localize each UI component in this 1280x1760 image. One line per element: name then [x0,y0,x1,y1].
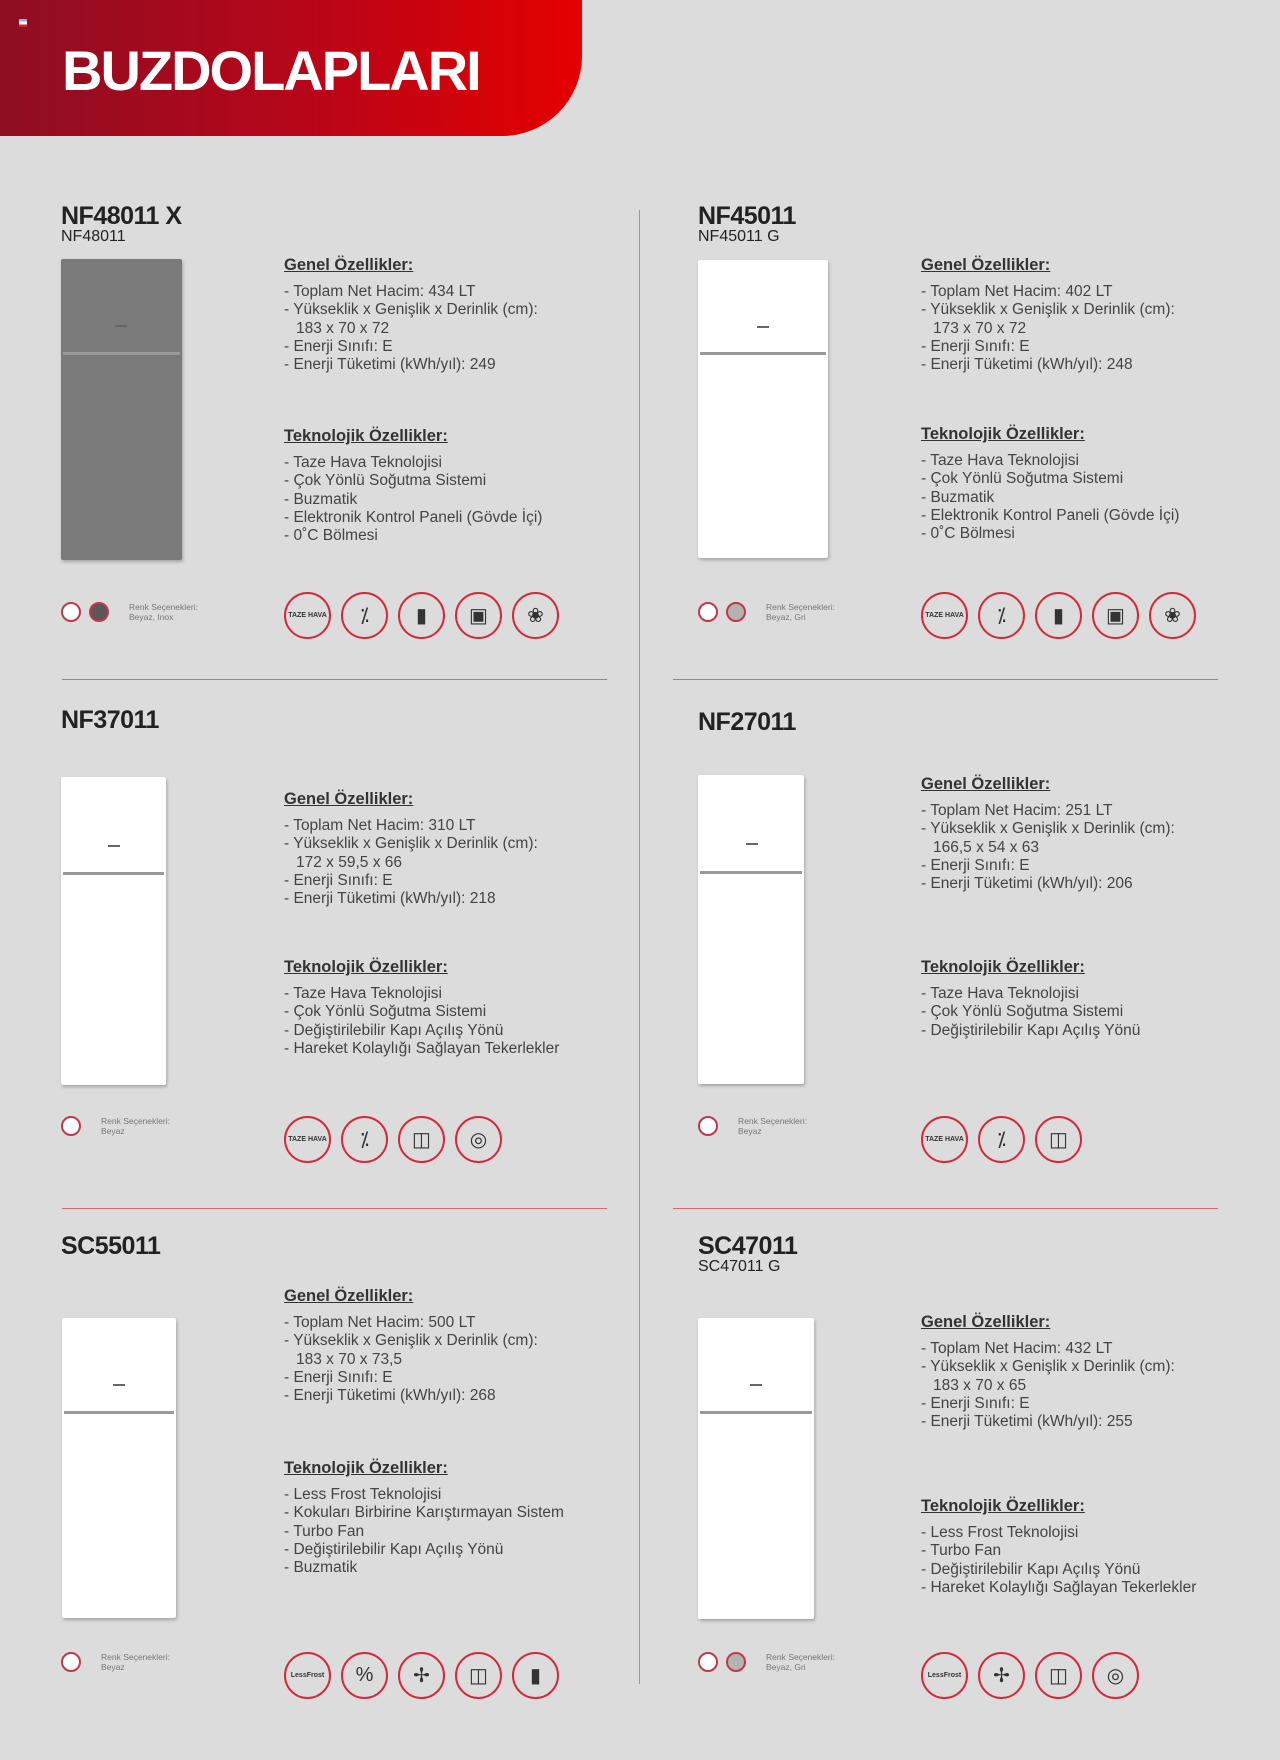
feature-icons [284,1116,502,1163]
general-features-heading: Genel Özellikler: [921,1313,1051,1331]
general-features-list [284,1314,538,1405]
spec-item: - Buzmatik [921,488,995,506]
tech-features-heading: Teknolojik Özellikler: [921,1497,1085,1515]
icematic-icon: ▮ [1035,592,1082,639]
feature-icons [921,1116,1082,1163]
product-card [61,706,621,1186]
less-frost-icon: LessFrost [921,1652,968,1699]
spec-item: - Turbo Fan [284,1522,365,1540]
spec-item: - Taze Hava Teknolojisi [284,985,442,1002]
icematic-icon: ▮ [398,592,445,639]
fridge-image [698,1318,814,1619]
feature-icons [921,592,1196,639]
spec-item: - Less Frost Teknolojisi [921,1524,1079,1541]
spec-item: - Değiştirilebilir Kapı Açılış Yönü [284,1021,504,1039]
tech-features-heading: Teknolojik Özellikler: [284,1459,448,1477]
zero-degree-compartment-icon: ❀ [512,592,559,639]
spec-item: - Değiştirilebilir Kapı Açılış Yönü [921,1560,1141,1578]
color-options-label: Renk Seçenekleri: [101,1116,170,1126]
general-features-list [921,283,1175,374]
color-names: Beyaz, Inox [129,612,174,622]
product-card [698,708,1258,1188]
product-variant: NF48011 [61,228,126,245]
product-card [61,1232,621,1712]
spec-item: - Elektronik Kontrol Paneli (Gövde İçi) [284,508,543,526]
feature-icons [284,1652,559,1699]
general-features-list [284,283,538,374]
general-features-list [921,1340,1175,1431]
general-features-list [921,802,1175,893]
color-swatch[interactable] [726,1652,746,1672]
spec-item: - Toplam Net Hacim: 251 LT [921,802,1113,819]
spec-item: - Buzmatik [284,1559,358,1577]
color-options [61,1652,170,1672]
spec-item: - Enerji Sınıfı: E [284,337,393,355]
spec-item: - Enerji Tüketimi (kWh/yıl): 249 [284,356,496,374]
row-divider [673,1208,1218,1209]
fridge-image [62,1318,176,1618]
spec-item: 183 x 70 x 65 [933,1376,1027,1394]
color-options-label: Renk Seçenekleri: [101,1652,170,1662]
color-names: Beyaz, Gri [766,612,806,622]
spec-item: - Hareket Kolaylığı Sağlayan Tekerlekler [921,1578,1197,1596]
spec-item: 183 x 70 x 72 [296,319,390,337]
multi-airflow-icon: ⁒ [978,1116,1025,1163]
taze-hava-icon: TAZE HAVA [284,592,331,639]
product-card [61,202,621,682]
odor-separation-icon: % [341,1652,388,1699]
spec-item: - Çok Yönlü Soğutma Sistemi [921,1003,1124,1021]
spec-item: - Toplam Net Hacim: 310 LT [284,817,476,834]
spec-item: - Less Frost Teknolojisi [284,1486,442,1503]
spec-item: - Yükseklik x Genişlik x Derinlik (cm): [284,1332,538,1350]
spec-item: 166,5 x 54 x 63 [933,838,1039,856]
reversible-door-icon: ◫ [1035,1116,1082,1163]
tech-features-heading: Teknolojik Özellikler: [921,425,1085,443]
spec-item: - Yükseklik x Genişlik x Derinlik (cm): [921,301,1175,319]
spec-item: - Enerji Sınıfı: E [921,337,1030,355]
fridge-image [61,777,166,1085]
feature-icons [284,592,559,639]
general-features-heading: Genel Özellikler: [284,1287,414,1305]
spec-item: - Enerji Tüketimi (kWh/yıl): 255 [921,1413,1133,1431]
product-model: SC47011 [698,1232,798,1260]
reversible-door-icon: ◫ [455,1652,502,1699]
spec-item: - Yükseklik x Genişlik x Derinlik (cm): [284,835,538,853]
color-options-label: Renk Seçenekleri: [738,1116,807,1126]
general-features-heading: Genel Özellikler: [284,256,414,274]
tech-features-list [921,1524,1196,1597]
spec-item: - Kokuları Birbirine Karıştırmayan Sistem [284,1504,564,1522]
spec-item: - Değiştirilebilir Kapı Açılış Yönü [284,1540,504,1558]
spec-item: - Yükseklik x Genişlik x Derinlik (cm): [921,820,1175,838]
spec-item: - Toplam Net Hacim: 434 LT [284,283,476,300]
color-options-label: Renk Seçenekleri: [766,1652,835,1662]
color-swatch[interactable] [61,602,81,622]
spec-item: - Taze Hava Teknolojisi [921,985,1079,1002]
spec-item: - Enerji Tüketimi (kWh/yıl): 248 [921,356,1133,374]
spec-item: - Değiştirilebilir Kapı Açılış Yönü [921,1021,1141,1039]
color-swatch[interactable] [726,602,746,622]
product-variant: NF45011 G [698,228,780,245]
tech-features-list [921,985,1140,1040]
color-swatch[interactable] [698,602,718,622]
color-names: Beyaz [738,1126,762,1136]
taze-hava-icon: TAZE HAVA [921,592,968,639]
spec-item: - Çok Yönlü Soğutma Sistemi [284,472,487,490]
tech-features-heading: Teknolojik Özellikler: [284,958,448,976]
spec-item: - Toplam Net Hacim: 500 LT [284,1314,476,1331]
flag-icon [19,19,27,27]
spec-item: - Enerji Sınıfı: E [921,856,1030,874]
color-options [698,1116,807,1136]
zero-degree-compartment-icon: ❀ [1149,592,1196,639]
fridge-image [698,260,828,558]
spec-item: - Taze Hava Teknolojisi [921,452,1079,469]
spec-item: - Çok Yönlü Soğutma Sistemi [284,1003,487,1021]
spec-item: - Enerji Tüketimi (kWh/yıl): 206 [921,875,1133,893]
tech-features-heading: Teknolojik Özellikler: [284,427,448,445]
tech-features-list [921,452,1179,543]
color-names: Beyaz, Gri [766,1662,806,1672]
turbo-fan-icon: ✢ [978,1652,1025,1699]
taze-hava-icon: TAZE HAVA [284,1116,331,1163]
color-options-label: Renk Seçenekleri: [766,602,835,612]
color-names: Beyaz [101,1126,125,1136]
product-card [698,202,1258,682]
color-swatch[interactable] [89,602,109,622]
control-panel-icon: ▣ [1092,592,1139,639]
spec-item: - Enerji Sınıfı: E [284,1368,393,1386]
spec-item: - Toplam Net Hacim: 432 LT [921,1340,1113,1357]
product-model: NF27011 [698,708,796,736]
general-features-list [284,817,538,908]
spec-item: - Turbo Fan [921,1542,1002,1560]
product-model: NF48011 X [61,202,182,230]
page-title: BUZDOLAPLARI [62,39,480,102]
spec-item: - Enerji Sınıfı: E [284,871,393,889]
reversible-door-icon: ◫ [398,1116,445,1163]
spec-item: - Taze Hava Teknolojisi [284,454,442,471]
reversible-door-icon: ◫ [1035,1652,1082,1699]
row-divider [62,1208,607,1209]
color-swatch[interactable] [61,1116,81,1136]
spec-item: 173 x 70 x 72 [933,319,1027,337]
wheels-icon: ◎ [455,1116,502,1163]
header-banner [0,0,582,136]
spec-item: - Çok Yönlü Soğutma Sistemi [921,470,1124,488]
color-options [61,602,198,622]
product-model: NF45011 [698,202,796,230]
less-frost-icon: LessFrost [284,1652,331,1699]
color-swatch[interactable] [698,1116,718,1136]
spec-item: - 0˚C Bölmesi [284,527,378,545]
multi-airflow-icon: ⁒ [978,592,1025,639]
spec-item: - Buzmatik [284,490,358,508]
product-card [698,1232,1258,1712]
tech-features-list [284,985,559,1058]
general-features-heading: Genel Özellikler: [921,775,1051,793]
color-swatch[interactable] [61,1652,81,1672]
spec-item: 183 x 70 x 73,5 [296,1350,402,1368]
turbo-fan-icon: ✢ [398,1652,445,1699]
spec-item: - 0˚C Bölmesi [921,525,1015,543]
wheels-icon: ◎ [1092,1652,1139,1699]
tech-features-list [284,1486,564,1577]
icematic-icon: ▮ [512,1652,559,1699]
fridge-image [698,775,804,1084]
product-model: NF37011 [61,706,159,734]
fridge-image [61,259,182,560]
general-features-heading: Genel Özellikler: [284,790,414,808]
spec-item: - Yükseklik x Genişlik x Derinlik (cm): [921,1358,1175,1376]
tech-features-heading: Teknolojik Özellikler: [921,958,1085,976]
multi-airflow-icon: ⁒ [341,1116,388,1163]
spec-item: - Enerji Sınıfı: E [921,1394,1030,1412]
color-options [61,1116,170,1136]
color-options [698,602,835,622]
control-panel-icon: ▣ [455,592,502,639]
product-variant: SC47011 G [698,1258,781,1275]
product-model: SC55011 [61,1232,161,1260]
color-swatch[interactable] [698,1652,718,1672]
taze-hava-icon: TAZE HAVA [921,1116,968,1163]
color-options [698,1652,835,1672]
spec-item: - Toplam Net Hacim: 402 LT [921,283,1113,300]
spec-item: - Yükseklik x Genişlik x Derinlik (cm): [284,301,538,319]
spec-item: - Hareket Kolaylığı Sağlayan Tekerlekler [284,1039,560,1057]
color-options-label: Renk Seçenekleri: [129,602,198,612]
feature-icons [921,1652,1139,1699]
general-features-heading: Genel Özellikler: [921,256,1051,274]
tech-features-list [284,454,542,545]
color-names: Beyaz [101,1662,125,1672]
multi-airflow-icon: ⁒ [341,592,388,639]
column-divider [639,210,640,1684]
spec-item: - Enerji Tüketimi (kWh/yıl): 268 [284,1387,496,1405]
spec-item: - Enerji Tüketimi (kWh/yıl): 218 [284,890,496,908]
spec-item: - Elektronik Kontrol Paneli (Gövde İçi) [921,506,1180,524]
spec-item: 172 x 59,5 x 66 [296,853,402,871]
